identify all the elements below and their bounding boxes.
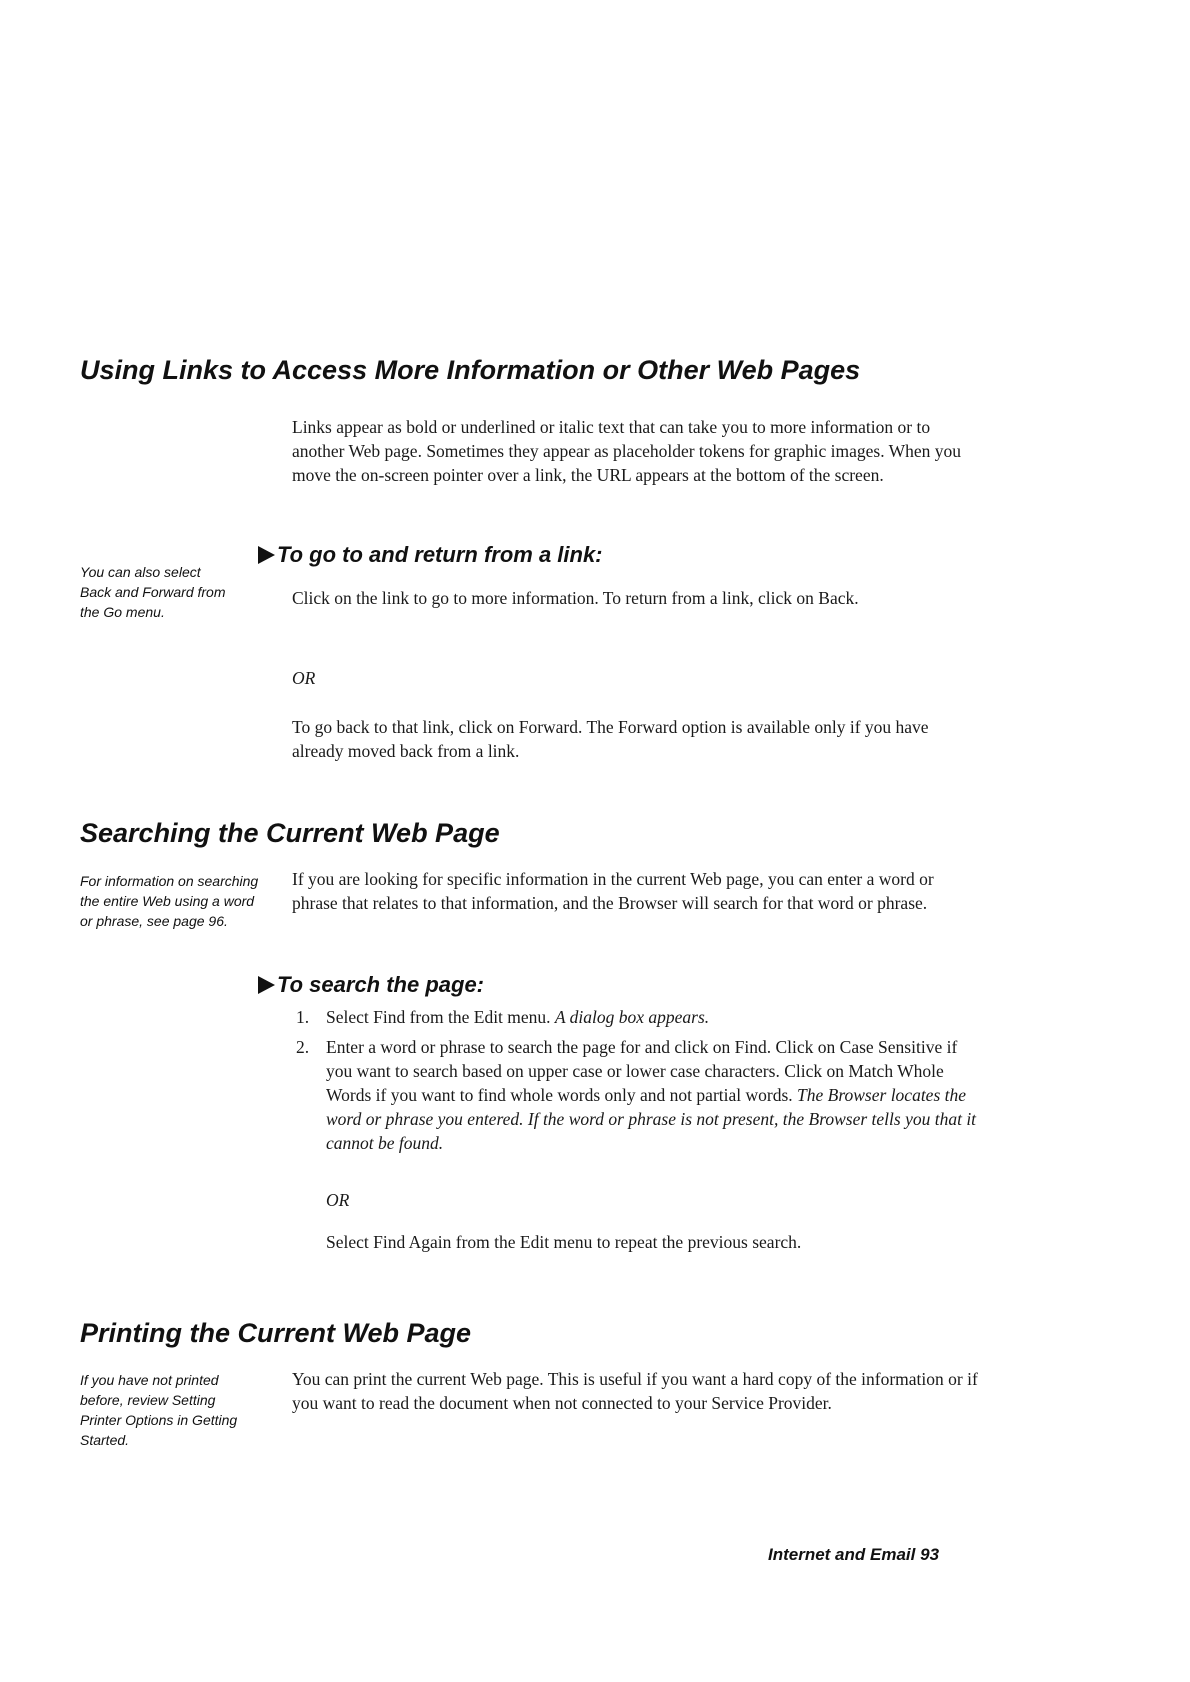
step-text: Enter a word or phrase to search the page for and click on Find. Click on Case Sensitive if you want to search based on upper case or lower case characters. Click on Match Whole Words if you want to find whole words only and not partial words. (326, 1037, 958, 1105)
search-steps-list (292, 1005, 982, 1161)
step-result: A dialog box appears. (554, 1007, 710, 1027)
step-number: 2. (296, 1037, 310, 1057)
page-footer (768, 1545, 939, 1565)
print-margin-note: If you have not printed before, review Setting Printer Options in Getting Started. (80, 1372, 238, 1448)
links-intro-paragraph: Links appear as bold or underlined or italic text that can take you to more information or to another Web page. Sometimes they appear as placeholder tokens for graphic images. When you move the on-screen pointer over a link, the URL appears at the bottom of the screen. (292, 417, 962, 485)
links-procedure-title: To go to and return from a link: (277, 542, 603, 567)
arrow-bullet-icon (258, 976, 275, 994)
footer-section-title: Internet and Email (768, 1545, 916, 1564)
links-step: Click on the link to go to more information. To return from a link, click on Back. (292, 588, 859, 608)
search-margin-note: For information on searching the entire Web using a word or phrase, see page 96. (80, 873, 259, 929)
search-or: OR (326, 1190, 350, 1210)
links-procedure-heading (258, 542, 603, 568)
search-intro-paragraph: If you are looking for specific information in the current Web page, you can enter a word or phrase that relates to that information, and the Browser will search for that word or phrase. (292, 869, 934, 913)
links-or: OR (292, 668, 316, 688)
step-text: Select Find from the Edit menu. (326, 1007, 551, 1027)
search-step-1 (292, 1005, 982, 1029)
search-alt-step: Select Find Again from the Edit menu to repeat the previous search. (326, 1232, 802, 1252)
section-heading-links: Using Links to Access More Information or Other Web Pages (80, 355, 861, 385)
step-number: 1. (296, 1007, 310, 1027)
step-result: The Browser locates the word or phrase you entered. If the word or phrase is not present, the Browser tells you that it cannot be found. (326, 1085, 977, 1153)
section-heading-print: Printing the Current Web Page (80, 1318, 472, 1348)
search-procedure-heading (258, 972, 484, 998)
arrow-bullet-icon (258, 546, 275, 564)
section-heading-search: Searching the Current Web Page (80, 818, 500, 848)
search-step-2 (292, 1035, 982, 1155)
footer-page-number: 93 (920, 1545, 940, 1564)
links-margin-note: You can also select Back and Forward from the Go menu. (80, 564, 226, 620)
print-intro-paragraph: You can print the current Web page. This is useful if you want a hard copy of the information or if you want to read the document when not connected to your Service Provider. (292, 1369, 978, 1413)
search-procedure-title: To search the page: (277, 972, 485, 997)
links-alt-step: To go back to that link, click on Forward. The Forward option is available only if you have already moved back from a link. (292, 717, 929, 761)
